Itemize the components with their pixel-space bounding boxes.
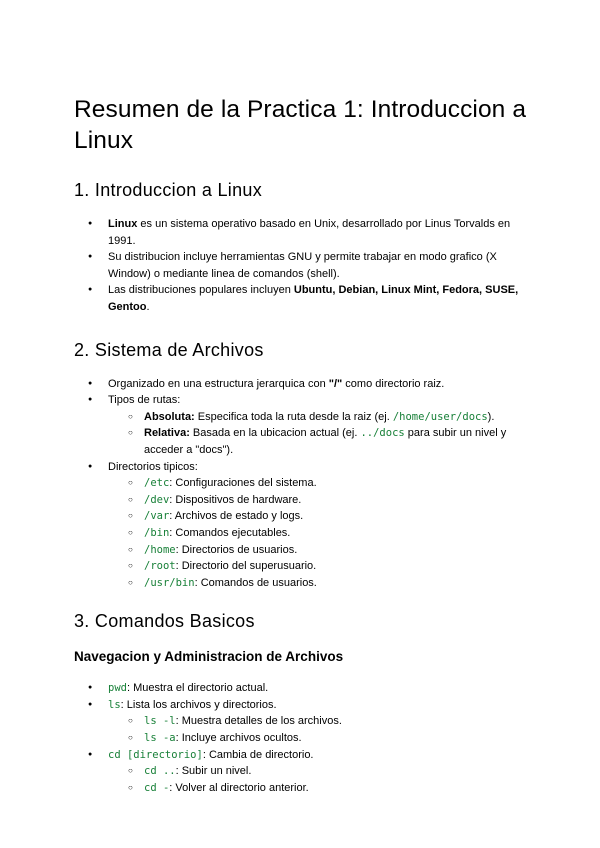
code-text: pwd <box>108 682 127 695</box>
list-item <box>74 376 540 393</box>
intro-list <box>74 216 540 316</box>
cd-options-list <box>108 763 540 796</box>
item-text: Directorios tipicos: <box>108 460 198 473</box>
bold-text: Relativa: <box>144 427 190 440</box>
bold-text: Linux <box>108 218 138 230</box>
code-text: ../docs <box>360 427 405 440</box>
code-text: /dev <box>144 493 170 506</box>
list-item <box>108 575 540 592</box>
item-text: Su distribucion incluye herramientas GNU y permite trabajar en modo grafico (X Window) o mediante linea de comandos (shell). <box>108 251 497 280</box>
item-text: . <box>146 300 150 313</box>
bold-text: Absoluta: <box>144 410 195 423</box>
item-text: es un sistema operativo basado en Unix, desarrollado por Linus Torvalds en 1991. <box>108 218 511 247</box>
list-item <box>74 392 540 458</box>
item-text: : Volver al directorio anterior. <box>169 781 309 794</box>
list-item <box>108 475 540 492</box>
item-text: : Configuraciones del sistema. <box>169 477 317 490</box>
list-item <box>108 730 540 747</box>
subsection-heading-navigation: Navegacion y Administracion de Archivos <box>74 649 344 665</box>
item-text: Tipos de rutas: <box>108 394 181 407</box>
list-item <box>74 249 540 282</box>
item-text: : Cambia de directorio. <box>202 748 314 761</box>
item-text: : Subir un nivel. <box>175 765 252 778</box>
filesystem-list <box>74 376 540 592</box>
list-item <box>108 713 540 730</box>
list-item <box>74 459 540 592</box>
code-text: /var <box>144 510 170 523</box>
list-item <box>108 425 540 458</box>
ls-options-list <box>108 713 540 746</box>
item-text: como directorio raiz. <box>342 377 445 390</box>
code-text: cd [directorio] <box>108 748 203 761</box>
code-text: /etc <box>144 477 170 490</box>
code-text: /home <box>144 543 176 556</box>
bold-text: "/" <box>328 377 343 390</box>
code-text: ls <box>108 698 121 711</box>
list-item <box>108 409 540 426</box>
list-item <box>74 747 540 797</box>
item-text: : Lista los archivos y directorios. <box>120 698 277 711</box>
item-text: ). <box>487 410 495 423</box>
bold-text: Ubuntu, Debian, Linux Mint, Fedora, SUSE, Gentoo <box>108 284 519 313</box>
code-text: /root <box>144 560 176 573</box>
list-item <box>108 508 540 525</box>
path-types-list <box>108 409 540 459</box>
item-text: Las distribuciones populares incluyen <box>108 284 294 297</box>
code-text: cd .. <box>144 765 176 778</box>
item-text: : Directorio del superusuario. <box>175 560 317 573</box>
code-text: ls -l <box>144 715 176 728</box>
list-item <box>108 542 540 559</box>
list-item <box>74 697 540 747</box>
code-text: /usr/bin <box>144 576 195 589</box>
list-item <box>108 780 540 797</box>
item-text: : Comandos de usuarios. <box>194 576 317 589</box>
item-text: Organizado en una estructura jerarquica con <box>108 377 329 390</box>
item-text: : Directorios de usuarios. <box>175 543 298 556</box>
list-item <box>108 558 540 575</box>
item-text: : Comandos ejecutables. <box>169 526 291 539</box>
section-heading-intro: 1. Introduccion a Linux <box>74 180 263 200</box>
section-heading-commands: 3. Comandos Basicos <box>74 611 255 632</box>
code-text: ls -a <box>144 732 176 745</box>
code-text: /home/user/docs <box>392 410 488 423</box>
item-text: : Muestra detalles de los archivos. <box>175 715 342 728</box>
item-text: : Dispositivos de hardware. <box>169 493 302 506</box>
commands-list <box>74 680 540 796</box>
code-text: cd - <box>144 781 170 794</box>
list-item <box>108 763 540 780</box>
item-text: : Muestra el directorio actual. <box>126 682 269 695</box>
code-text: /bin <box>144 526 170 539</box>
item-text: : Incluye archivos ocultos. <box>175 732 302 745</box>
list-item <box>74 282 540 315</box>
list-item <box>108 492 540 509</box>
item-text: Especifica toda la ruta desde la raiz (ej. <box>194 410 393 423</box>
list-item <box>108 525 540 542</box>
typical-dirs-list <box>108 475 540 591</box>
item-text: : Archivos de estado y logs. <box>169 510 304 523</box>
list-item <box>74 216 540 249</box>
list-item <box>74 680 540 697</box>
section-heading-filesystem: 2. Sistema de Archivos <box>74 339 264 360</box>
item-text: para subir un nivel y acceder a "docs"). <box>144 427 507 456</box>
item-text: Basada en la ubicacion actual (ej. <box>189 427 361 440</box>
document-title: Resumen de la Practica 1: Introduccion a Linux <box>74 96 527 154</box>
